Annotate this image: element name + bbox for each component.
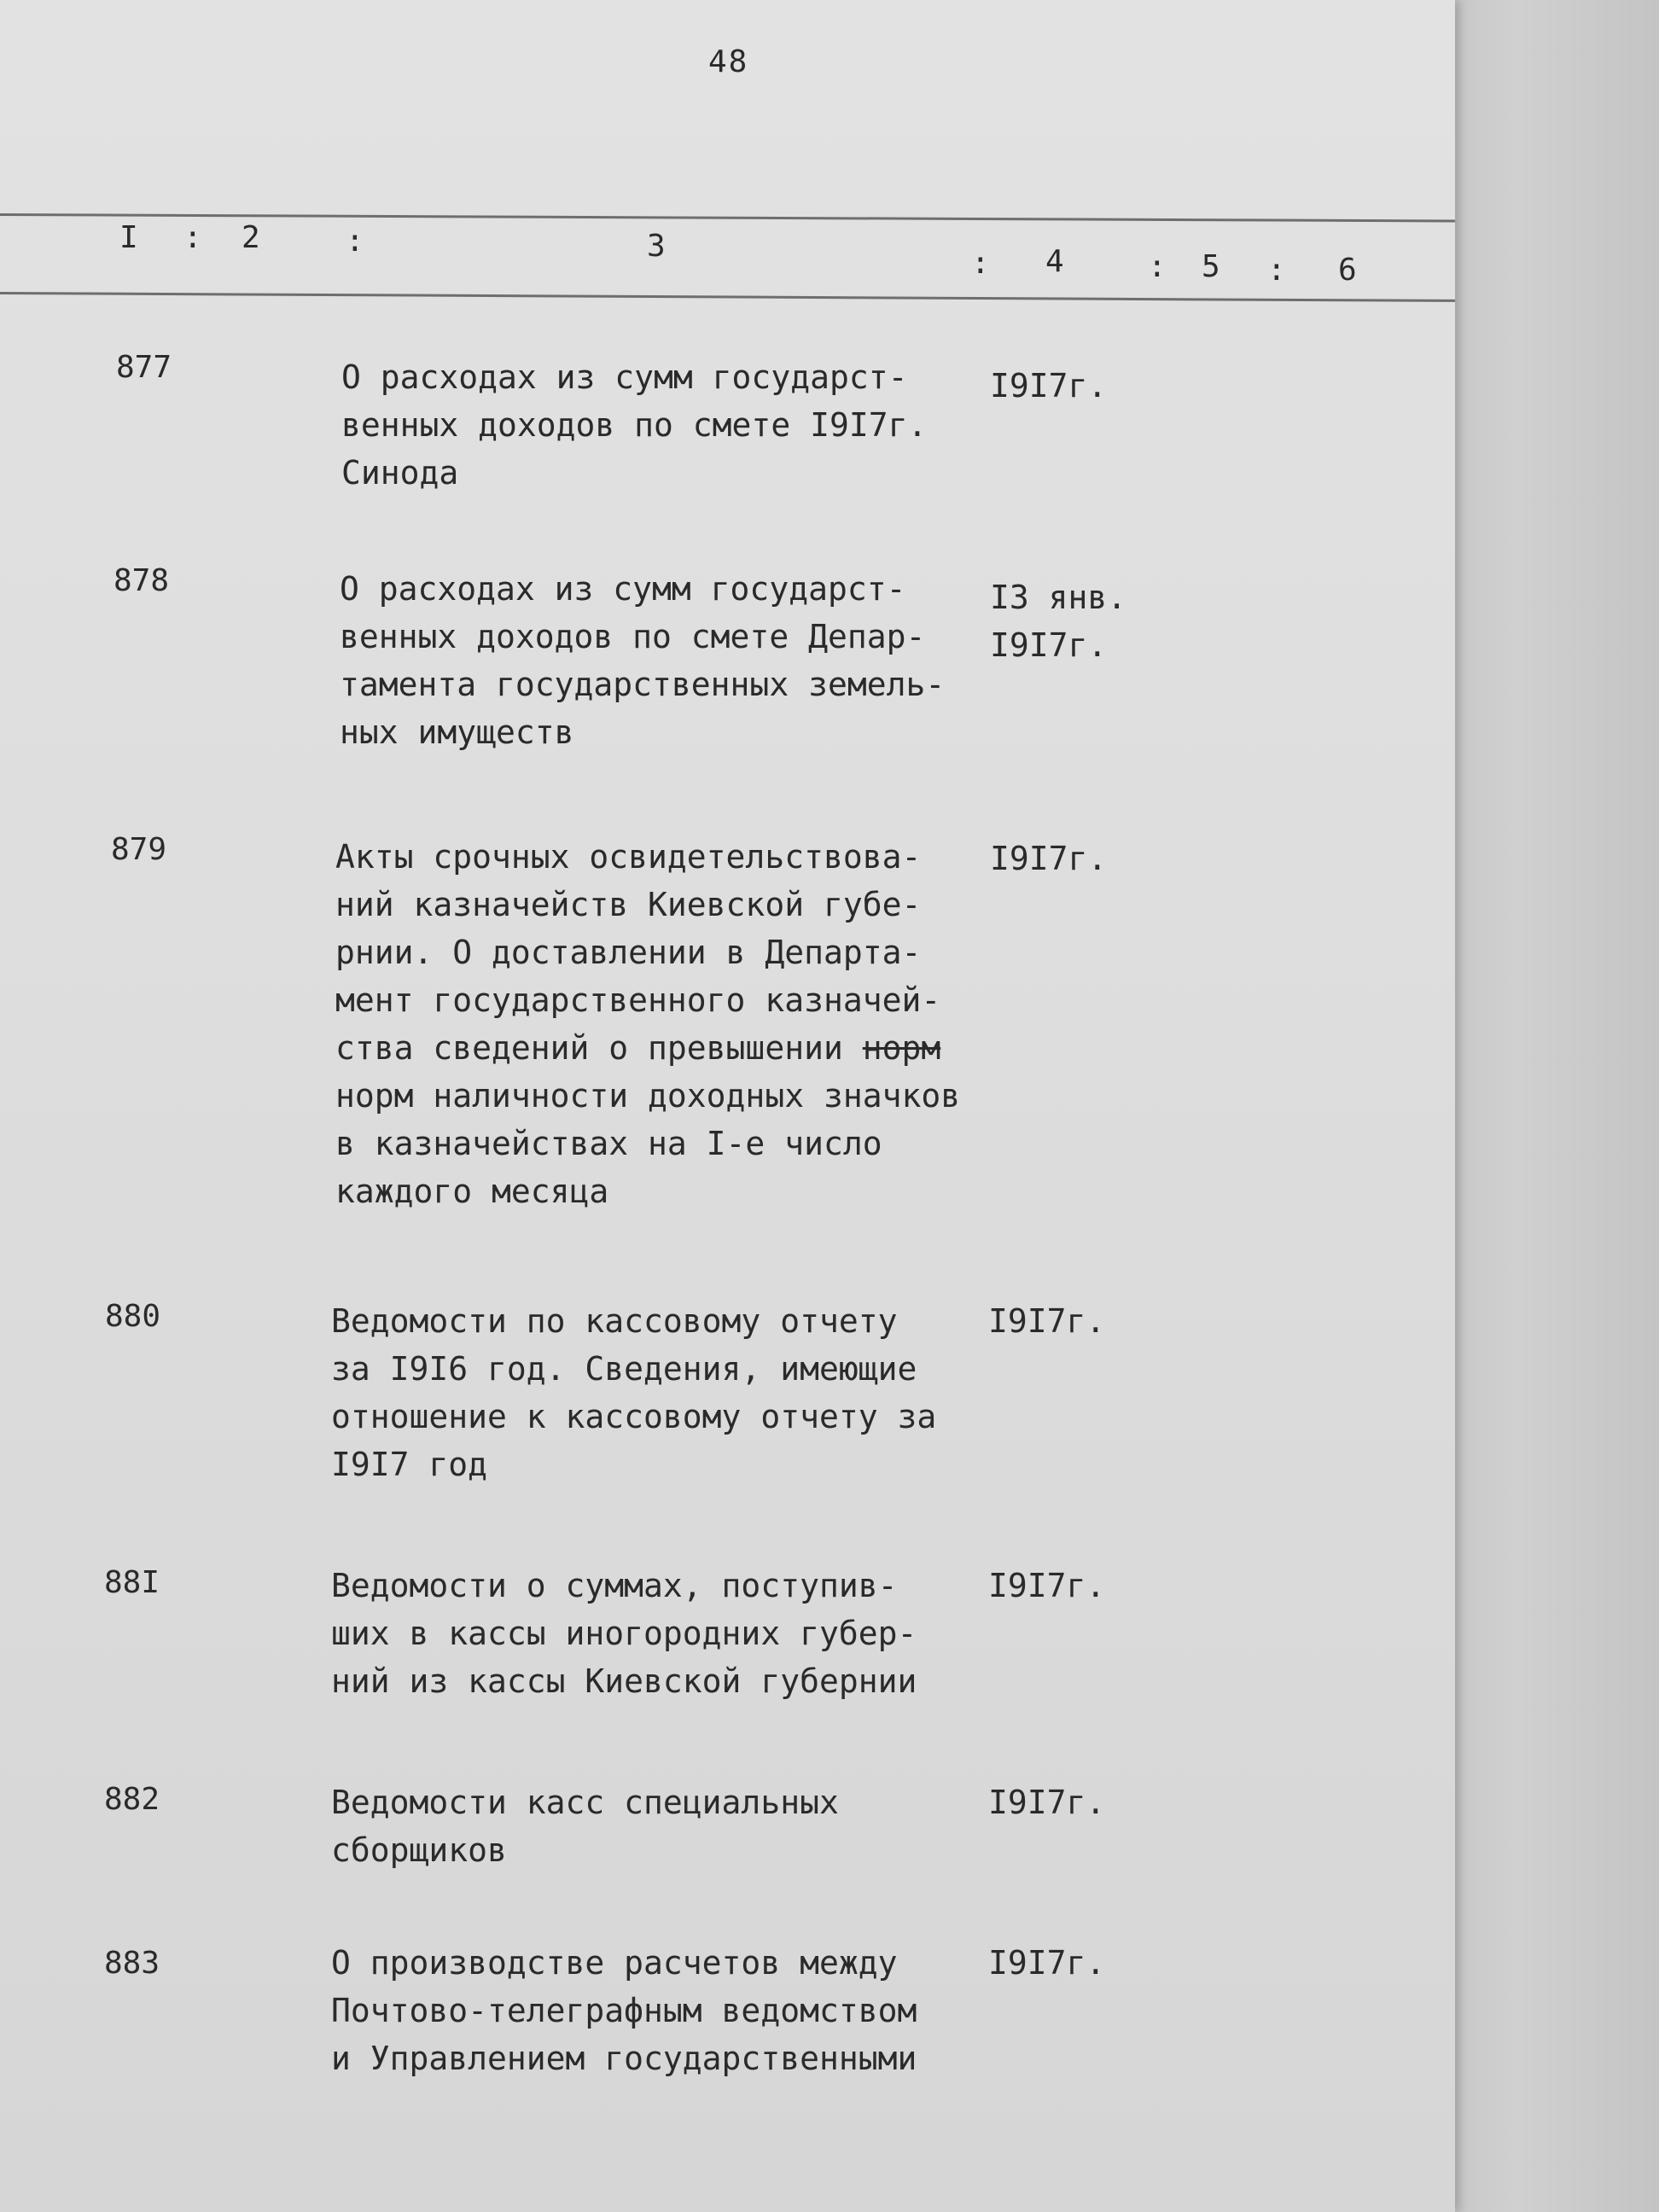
column-header-5: 5 [1202, 249, 1220, 284]
column-separator: : [1267, 253, 1286, 288]
column-header-2: 2 [242, 220, 260, 255]
column-header-3: 3 [647, 229, 666, 264]
entry-number: 877 [116, 350, 172, 385]
entry-description: Ведомости о суммах, поступив- ших в кассы иногородних губер- ний из кассы Киевской губернии [331, 1567, 917, 1700]
entry-number: 88I [104, 1565, 160, 1600]
underlying-page-edge [1455, 0, 1659, 2212]
entry-date: I9I7г. [990, 367, 1108, 405]
entry-number: 879 [111, 832, 167, 867]
entry-description: О производстве расчетов между Почтово-телеграфным ведомством и Управлением государственными [331, 1944, 917, 2077]
header-rule-top [0, 213, 1455, 222]
entry-number: 878 [114, 563, 170, 598]
entry-number: 883 [104, 1946, 160, 1981]
column-header-6: 6 [1338, 253, 1357, 288]
column-separator: : [1148, 249, 1167, 284]
entry-date: I9I7г. [988, 1784, 1106, 1821]
entry-description: О расходах из сумм государст- венных доходов по смете I9I7г. Синода [341, 358, 928, 492]
entry-number: 880 [105, 1299, 161, 1334]
column-separator: : [183, 220, 202, 255]
header-rule-bottom [0, 292, 1455, 302]
entry-number: 882 [104, 1782, 160, 1817]
column-separator: : [346, 224, 364, 259]
entry-date: I9I7г. [988, 1567, 1106, 1604]
entry-date: I3 янв. I9I7г. [990, 579, 1127, 664]
column-separator: : [971, 246, 990, 281]
column-header-4: 4 [1045, 244, 1064, 279]
struck-word: норм [862, 1029, 941, 1067]
entry-description: О расходах из сумм государст- венных доходов по смете Депар- тамента государственных земель- ных имуществ [340, 570, 946, 751]
entry-description: Ведомости касс специальных сборщиков [331, 1784, 839, 1869]
entry-date: I9I7г. [988, 1944, 1106, 1982]
entry-description: Акты срочных освидетельствова- ний казначейств Киевской губе- рнии. О доставлении в Департа- мент государственного казначей- ства сведений о превышении норм норм наличности доходных значков в казначействах на I-е число каждого месяца [335, 838, 961, 1210]
entry-date: I9I7г. [988, 1302, 1106, 1340]
entry-description: Ведомости по кассовому отчету за I9I6 год. Сведения, имеющие отношение к кассовому отчету за I9I7 год [331, 1302, 937, 1483]
column-header-1: I [119, 220, 138, 255]
page-number: 48 [708, 44, 749, 79]
entry-date: I9I7г. [990, 840, 1108, 877]
